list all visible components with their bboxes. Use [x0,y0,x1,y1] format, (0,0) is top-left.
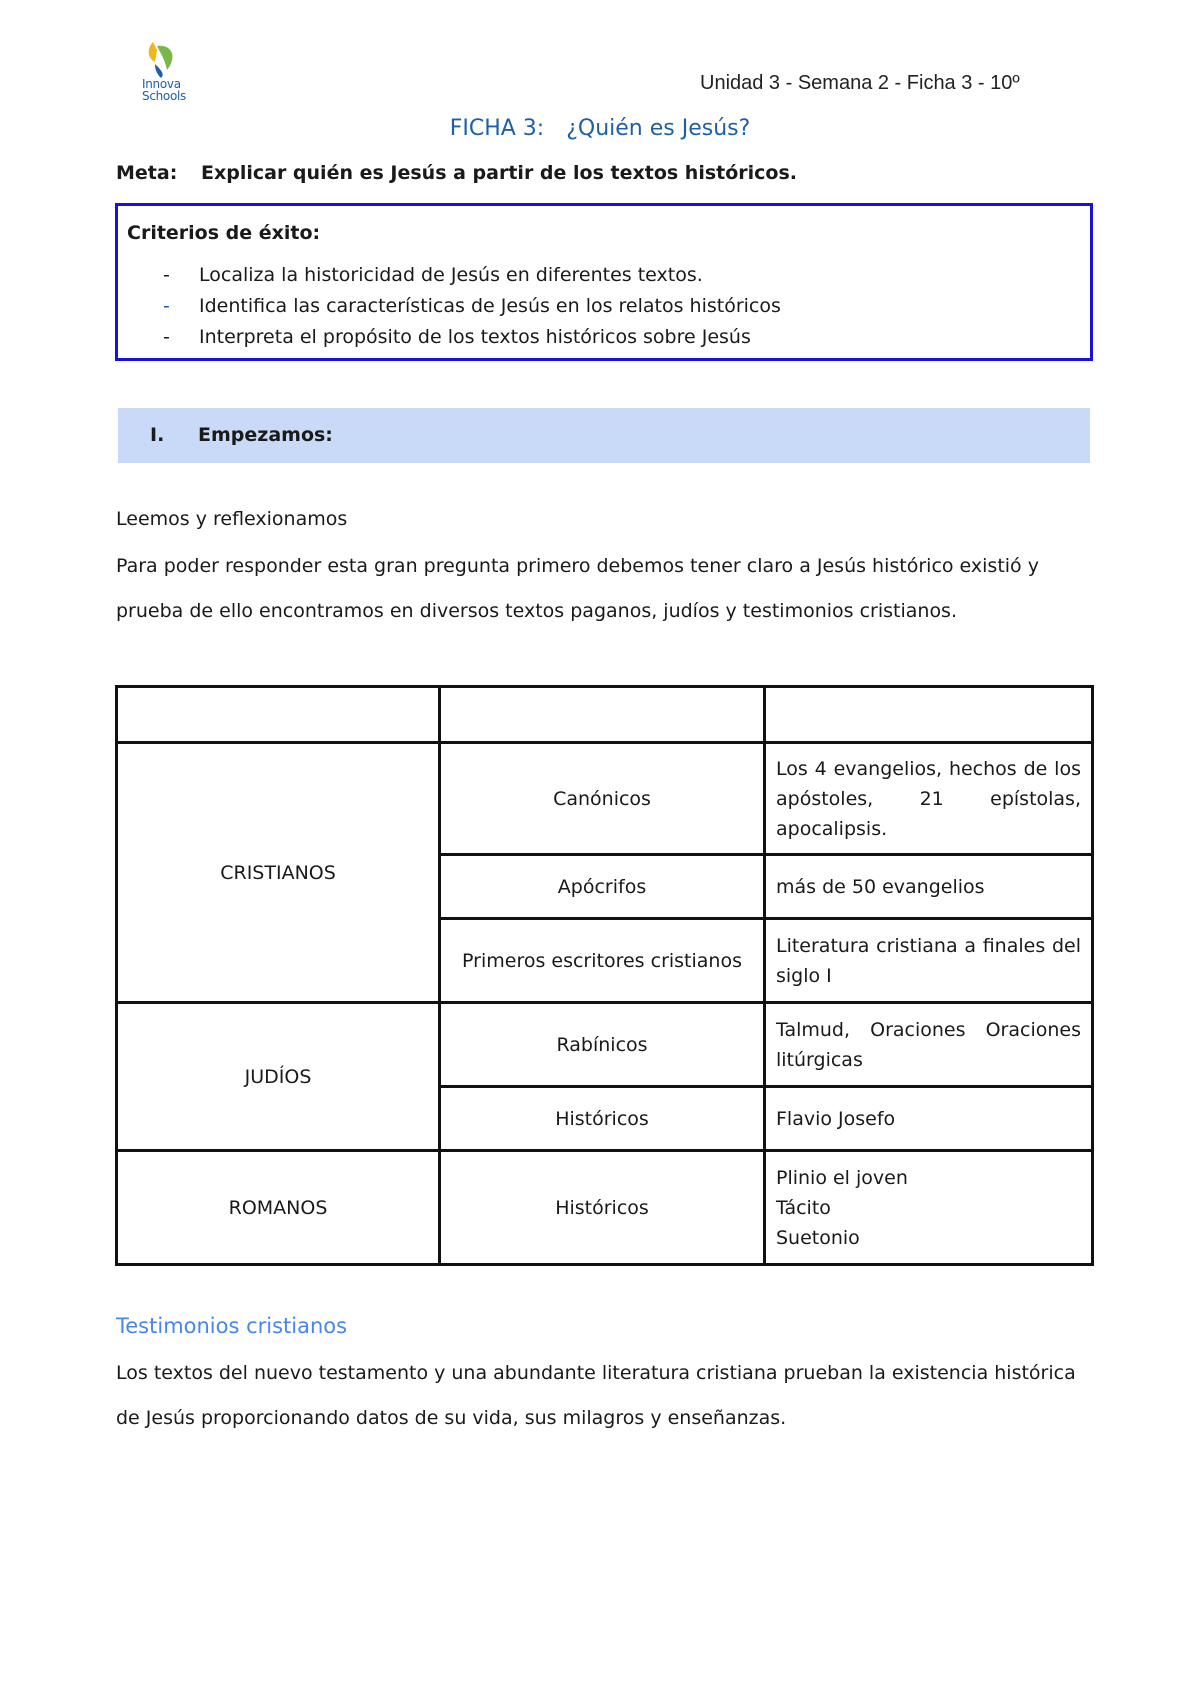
table-row [117,743,1093,855]
logo-line-2: Schools [142,89,186,103]
detail-line: Tácito [775,1196,831,1219]
group-cell: CRISTIANOS [117,743,440,1003]
bullet-dash: - [163,326,170,348]
group-cell: ROMANOS [117,1151,440,1265]
detail-cell: Los 4 evangelios, hechos de los apóstoles, 21 epístolas, apocalipsis. [764,743,1092,855]
type-cell: Primeros escritores cristianos [440,919,765,1003]
logo-line-1: Innova [142,77,181,91]
meta-label: Meta: [116,162,178,184]
criteria-item: - Interpreta el propósito de los textos históricos sobre Jesús [163,326,751,348]
sources-table [115,685,1094,1266]
group-cell: JUDÍOS [117,1003,440,1151]
detail-cell: Talmud, Oraciones Oraciones litúrgicas [764,1003,1092,1087]
section-title: Empezamos: [198,424,333,446]
title-part2: ¿Quién es Jesús? [566,116,751,141]
detail-cell: más de 50 evangelios [764,855,1092,919]
page-title [0,116,1200,141]
criteria-title: Criterios de éxito: [127,222,321,244]
bullet-dash: - [163,295,170,317]
unit-info: Unidad 3 - Semana 2 - Ficha 3 - 10º [700,72,1020,94]
intro-line-2: prueba de ello encontramos en diversos textos paganos, judíos y testimonios cristianos. [116,600,958,622]
detail-line: Suetonio [775,1226,860,1249]
detail-cell [764,1151,1092,1265]
intro-line-1: Para poder responder esta gran pregunta primero debemos tener claro a Jesús histórico existió y [116,555,1039,577]
testimonios-line-2: de Jesús proporcionando datos de su vida, sus milagros y enseñanzas. [116,1407,787,1429]
detail-cell: Literatura cristiana a finales del siglo I [764,919,1092,1003]
table-header-row [117,687,1093,743]
section-number: I. [150,424,165,446]
meta-text: Explicar quién es Jesús a partir de los textos históricos. [201,162,798,184]
logo-wordmark [142,78,202,102]
bullet-dash: - [163,264,170,286]
testimonios-heading: Testimonios cristianos [116,1314,348,1338]
table-cell [764,687,1092,743]
criteria-item: - Identifica las características de Jesús en los relatos históricos [163,295,781,317]
type-cell: Históricos [440,1087,765,1151]
table-cell [117,687,440,743]
testimonios-line-1: Los textos del nuevo testamento y una abundante literatura cristiana prueban la existencia histórica [116,1362,1076,1384]
detail-line: Plinio el joven [775,1166,908,1189]
table-cell [440,687,765,743]
table-row [117,1151,1093,1265]
type-cell: Rabínicos [440,1003,765,1087]
intro-lead: Leemos y reflexionamos [116,508,348,530]
type-cell: Apócrifos [440,855,765,919]
title-part1: FICHA 3: [449,116,545,141]
detail-cell: Flavio Josefo [764,1087,1092,1151]
table-row [117,1003,1093,1087]
type-cell: Canónicos [440,743,765,855]
type-cell: Históricos [440,1151,765,1265]
criteria-item: - Localiza la historicidad de Jesús en diferentes textos. [163,264,703,286]
